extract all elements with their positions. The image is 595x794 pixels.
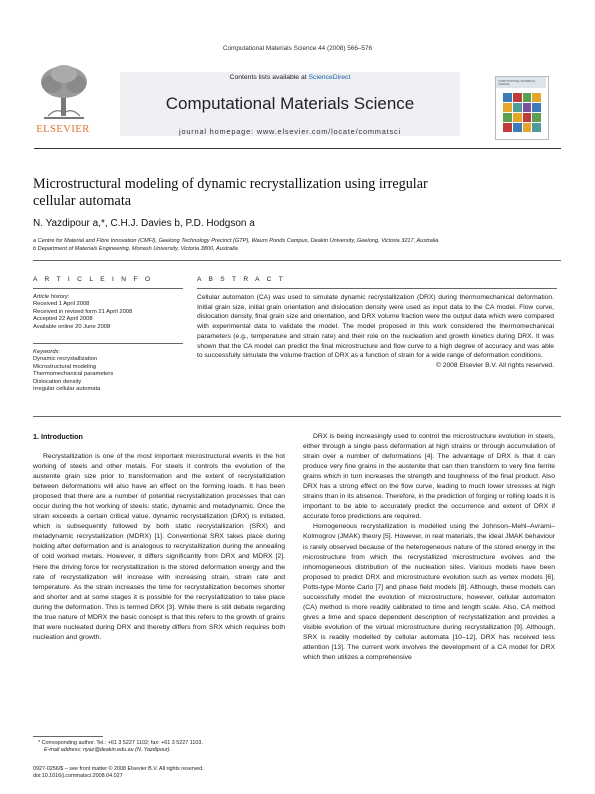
masthead-rule: [34, 148, 561, 149]
article-title-line-1: Microstructural modeling of dynamic recrystallization using irregular: [33, 176, 428, 192]
abstract-body: [197, 293, 554, 371]
elsevier-tree-icon: [38, 62, 90, 122]
right-column: [303, 432, 555, 663]
section-heading-introduction: 1. Introduction: [33, 432, 83, 441]
history-revised: Received in revised form 21 April 2008: [33, 308, 133, 315]
issn-line: 0927-0256/$ – see front matter © 2008 Elsevier B.V. All rights reserved.: [33, 766, 204, 772]
keyword-item: Irregular cellular automata: [33, 386, 101, 393]
footnote-rule: [33, 736, 103, 737]
keywords-label: Keywords:: [33, 349, 61, 355]
left-column: [33, 452, 285, 643]
keyword-item: Dislocation density: [33, 378, 82, 385]
abstract-bottom-rule: [33, 416, 561, 417]
article-history-label: Article history:: [33, 294, 70, 300]
history-accepted: Accepted 22 April 2008: [33, 316, 93, 323]
history-online: Available online 20 June 2008: [33, 323, 111, 330]
affiliation-a: a Centre for Material and Fibre Innovation (CMFI), Geelong Technology Precinct (GTP), Waurn Ponds Campus, Deakin University, Geelong, Victoria 3217, Australia: [33, 238, 439, 244]
cover-title: COMPUTATIONAL MATERIALS SCIENCE: [498, 80, 536, 86]
keyword-item: Dynamic recrystallization: [33, 356, 98, 363]
article-title: [33, 176, 553, 210]
paragraph: Homogeneous recrystallization is modelled using the Johnson–Mehl–Avrami–Kolmogrov (JMAK) theory [5]. However, in real materials, the ideal JMAK behaviour is rarely observed because of the heterogeneous nature of the stored energy in the microstructure from which the recrystallized microstructure evolves and the inhomogeneous distribution of the nucleation sites. Various models have been proposed to predict DRX and microstructure evolution such as vertex models [6], Potts-type Monte Carlo [7] and phase field models [8]. Although, these models can successfully model the evolution of microstructure, however, cellular automaton (CA) method is more readily calibrated to time and length scale. Also, CA method gives a time and space dependent description of recrystallization and provides a visible evolution of the virtual microstructure during recrystallization [9]. Although, SRX is readily modelled by cellular automata [10–12], DRX has received less attention [13]. The current work involves the development of a CA model for DRX which then utilizes a comprehensive: [303, 523, 555, 662]
footnotes: [38, 740, 283, 754]
affiliation-b: b Department of Materials Engineering, Monash University, Victoria 3800, Australia: [33, 246, 238, 252]
author-list: N. Yazdipour a,*, C.H.J. Davies b, P.D. Hodgson a: [33, 218, 255, 229]
article-history: [33, 294, 183, 331]
affiliation-rule: [33, 260, 561, 261]
keywords-block: [33, 349, 183, 393]
abstract-rule: [197, 288, 557, 289]
email-note: E-mail address: nyaz@deakin.edu.au (N. Yazdipour).: [44, 747, 171, 754]
page-footer: [33, 766, 293, 781]
journal-title: Computational Materials Science: [165, 94, 415, 113]
keyword-item: Thermomechanical parameters: [33, 371, 114, 378]
article-info-heading: A R T I C L E I N F O: [33, 276, 153, 283]
paragraph: DRX is being increasingly used to control the microstructure evolution in steels, either through a single pass deformation at high strains or through accumulation of strain over a number of deformations [4]. The advantage of DRX is that it can produce very fine grains in the austenite that can then transform to very fine ferrite grains which in turn increases the strength and toughness of the final product. Also DRX has a strong effect on the flow curve, leading to much lower stresses at high strains than in its absence. Therefore, in the prediction of forging or rolling loads it is important to be able to accurately predict the occurrence and extent of DRX if accurate force predictions are required.: [303, 433, 555, 521]
copyright-line: © 2008 Elsevier B.V. All rights reserved.: [435, 361, 554, 369]
history-received: Received 1 April 2008: [33, 301, 90, 308]
keyword-item: Microstructural modeling: [33, 363, 97, 370]
corresponding-author-note: * Corresponding author. Tel.: +61 3 5227 1102; fax: +61 3 5227 1103.: [38, 740, 203, 746]
doi-line[interactable]: doi:10.1016/j.commatsci.2008.04.027: [33, 773, 123, 780]
contents-prefix: Contents lists available at: [229, 74, 309, 81]
journal-homepage[interactable]: journal homepage: www.elsevier.com/locate/commatsci: [179, 127, 401, 136]
keywords-rule: [33, 343, 183, 344]
contents-line: [120, 74, 460, 81]
abstract-text: Cellular automaton (CA) was used to simulate dynamic recrystallization (DRX) during thermomechanical deformation. Initial grain size, initial grain orientation and dislocation density were used as input data to the CA model. Flow curve, dislocation density, final grain size and orientation, and DRX volume fraction were the output data which were compared with experimental data to validate the model. The model proposed in this work considered the thermomechanical parameters (e.g., temperature and strain rate) and their role on the nucleation and growth kinetics during DRX. It was shown that the CA model can predict the final microstructure and flow curve to a high degree of accuracy and was able to successfully simulate the volume fraction of DRX as a function of strain for a wide range of deformation conditions.: [197, 294, 554, 360]
abstract-heading: A B S T R A C T: [197, 276, 286, 283]
sciencedirect-link[interactable]: ScienceDirect: [308, 74, 351, 81]
paragraph: Recrystallization is one of the most important microstructural events in the hot working of steels and other metals. For steels it controls the evolution of the austenite grain size prior to transformation and the extent of recrystallization between deformations will also have an effect on the forming loads. It has been proposed that there are a number of potential recrystallization processes that can occur during the hot working of steels: static, dynamic and metadynamic. Once the strain exceeds a certain critical value, dynamic recrystallization (DRX) is initiated, which is subsequently followed by both static recrystallization (SRX) and metadynamic recrystallization (MDRX) [1]. Conventional SRX takes place during holding after deformation and is analogous to recrystallization during the annealing of cold worked metals. However, it differs significantly from DRX and MDRX [2]. Here the driving force for recrystallization is the stored deformation energy and the rate of recrystallization will increase with increasing strain, strain rate and temperature. As the strain increases the time for recrystallization becomes shorter and shorter and at some stages it is possible for the recrystallization to take place during the deformation. This is termed DRX [3]. While there is still debate regarding the true nature of MDRX the basic concept is that this refers to the growth of grains that were nucleated during DRX and thereby differs from SRX which requires both nucleation and growth.: [33, 453, 285, 641]
cover-mosaic-image: [503, 93, 541, 133]
article-title-line-2: cellular automata: [33, 193, 132, 209]
journal-reference: Computational Materials Science 44 (2008) 566–576: [222, 45, 373, 52]
article-info-rule: [33, 288, 183, 289]
publisher-name: ELSEVIER: [36, 124, 90, 135]
